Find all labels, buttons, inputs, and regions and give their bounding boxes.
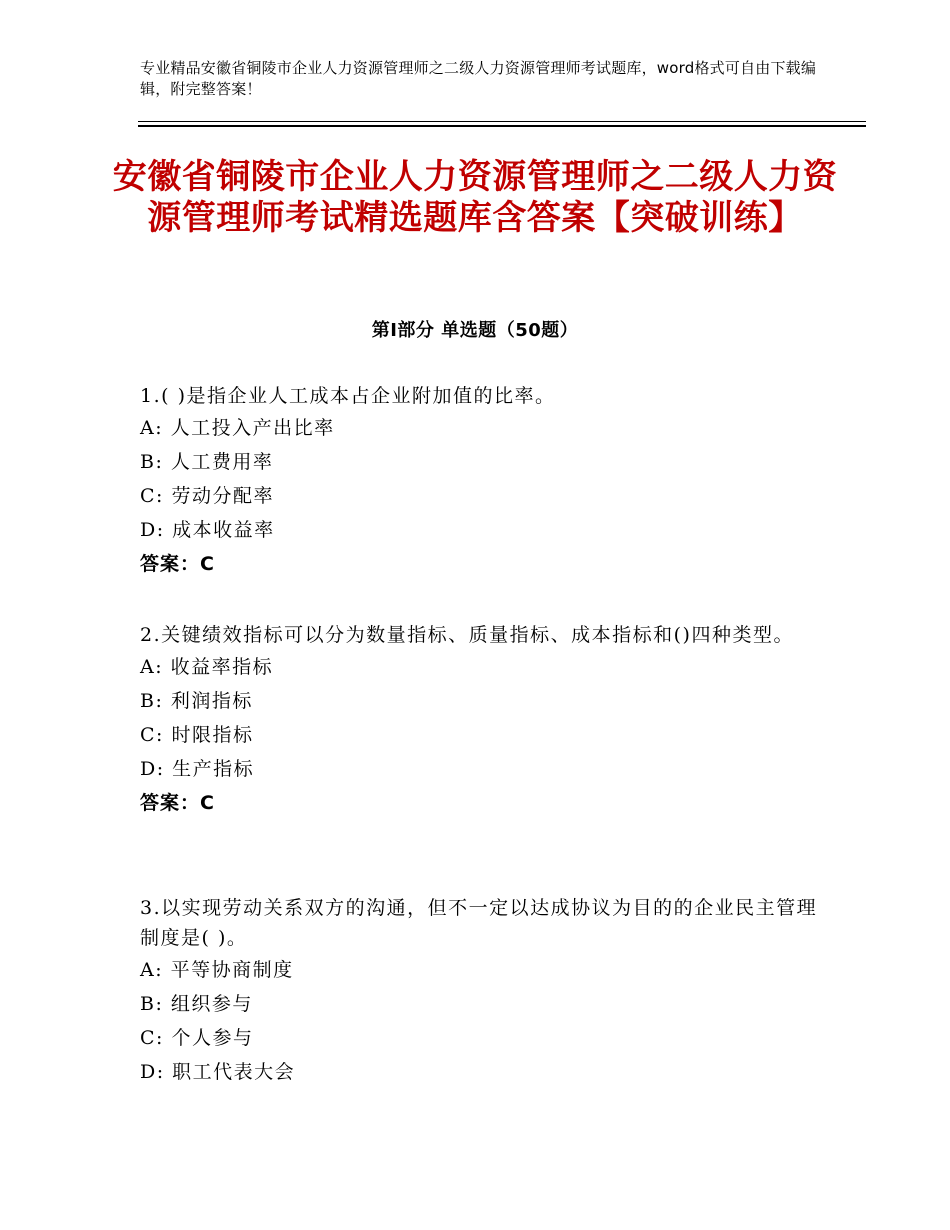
option-c: C: 个人参与 <box>140 1027 254 1049</box>
question-text: 2.关键绩效指标可以分为数量指标、质量指标、成本指标和()四种类型。 <box>140 624 794 646</box>
answer: 答案：C <box>140 553 215 575</box>
header-note: 专业精品安徽省铜陵市企业人力资源管理师之二级人力资源管理师考试题库，word格式可自由下载编辑，附完整答案！ <box>140 59 817 98</box>
option-d: D: 职工代表大会 <box>140 1061 296 1083</box>
question-text: 1.( )是指企业人工成本占企业附加值的比率。 <box>140 385 556 407</box>
header-rule-bottom <box>138 125 866 127</box>
document-title: 安徽省铜陵市企业人力资源管理师之二级人力资源管理师考试精选题库含答案【突破训练】 <box>112 157 838 238</box>
question-3 <box>140 893 820 1089</box>
answer: 答案：C <box>140 792 215 814</box>
option-b: B: 利润指标 <box>140 690 253 712</box>
option-d: D: 成本收益率 <box>140 519 275 541</box>
section-title: 第Ⅰ部分 单选题（50题） <box>371 320 579 341</box>
option-b: B: 组织参与 <box>140 993 253 1015</box>
option-a: A: 人工投入产出比率 <box>140 417 335 439</box>
question-2 <box>140 620 820 820</box>
option-c: C: 时限指标 <box>140 724 254 746</box>
question-1 <box>140 381 820 581</box>
option-a: A: 平等协商制度 <box>140 959 294 981</box>
option-d: D: 生产指标 <box>140 758 255 780</box>
header-rule-top <box>138 121 866 122</box>
option-b: B: 人工费用率 <box>140 451 274 473</box>
option-a: A: 收益率指标 <box>140 656 274 678</box>
option-c: C: 劳动分配率 <box>140 485 274 507</box>
question-text: 3.以实现劳动关系双方的沟通，但不一定以达成协议为目的的企业民主管理制度是( )。 <box>140 897 818 949</box>
